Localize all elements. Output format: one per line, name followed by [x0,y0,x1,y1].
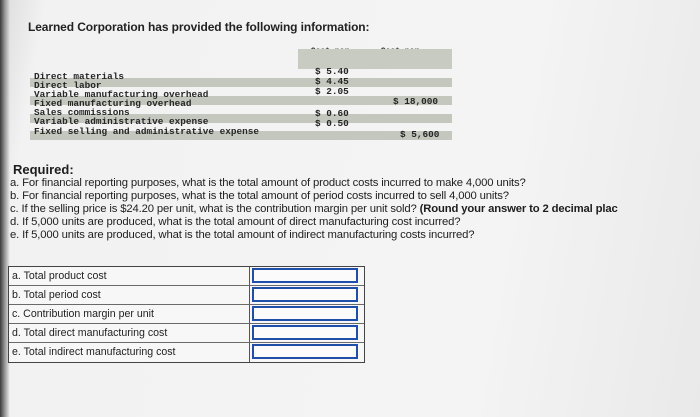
row-period-cost: $ 5,600 [400,129,440,140]
answer-row [9,305,364,324]
row-unit-cost: $ 5.40 [315,66,349,77]
row-label: Direct labor [34,80,102,91]
answer-label: c. Contribution margin per unit [12,308,154,320]
row-label: Fixed selling and administrative expense [34,126,260,137]
row-label: Variable manufacturing overhead [34,89,209,100]
answer-table [8,266,365,363]
question-a: a. For financial reporting purposes, what is the total amount of product costs incurred to make 4,000 units? [10,177,526,189]
row-unit-cost: $ 0.50 [315,118,349,129]
row-unit-cost: $ 4.45 [315,76,349,87]
answer-row [9,267,364,286]
cost-data-table [30,44,452,150]
answer-label: a. Total product cost [12,270,107,282]
question-c-text: c. If the selling price is $24.20 per unit, what is the contribution margin per unit sold? [10,203,417,215]
answer-input-e[interactable] [252,344,358,359]
answer-row [9,324,364,343]
required-heading: Required: [13,162,74,177]
row-label: Fixed manufacturing overhead [34,98,192,109]
answer-input-d[interactable] [252,325,358,340]
row-label: Variable administrative expense [34,116,209,127]
row-unit-cost: $ 2.05 [315,86,349,97]
answer-row [9,286,364,305]
question-c [10,203,618,215]
answer-row [9,343,364,362]
question-e: e. If 5,000 units are produced, what is the total amount of indirect manufacturing costs incurred? [10,229,475,241]
answer-input-b[interactable] [252,287,358,302]
question-d: d. If 5,000 units are produced, what is the total amount of direct manufacturing cost incurred? [10,216,461,228]
row-unit-cost: $ 0.60 [315,108,349,119]
answer-input-a[interactable] [252,268,358,283]
row-label: Direct materials [34,71,125,82]
intro-text: Learned Corporation has provided the following information: [28,20,370,34]
answer-label: d. Total direct manufacturing cost [12,327,168,339]
answer-label: e. Total indirect manufacturing cost [12,346,176,358]
question-b: b. For financial reporting purposes, what is the total amount of period costs incurred to sell 4,000 units? [10,190,509,202]
row-period-cost: $ 18,000 [393,96,439,107]
answer-label: b. Total period cost [12,289,101,301]
row-label: Sales commissions [34,107,130,118]
question-c-note: (Round your answer to 2 decimal plac [419,203,618,215]
answer-input-c[interactable] [252,306,358,321]
